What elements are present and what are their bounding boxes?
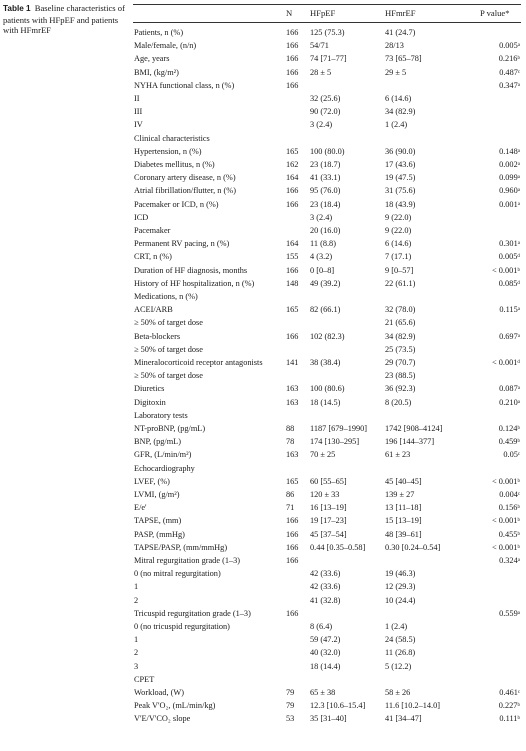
row-n: 166 <box>286 54 299 64</box>
table-row <box>133 595 521 606</box>
row-hfmref: 12 (29.3) <box>385 582 416 592</box>
row-n: 164 <box>286 239 299 249</box>
row-label: IV <box>134 120 143 130</box>
row-label: CRT, n (%) <box>134 252 172 262</box>
row-n: 166 <box>286 608 299 618</box>
row-hfmref: 36 (92.3) <box>385 384 416 394</box>
row-n: 166 <box>286 28 299 37</box>
row-p-value: 0.227ᵇ <box>498 701 520 711</box>
row-hfpef: 20 (16.0) <box>310 226 341 235</box>
row-n: 71 <box>286 503 295 513</box>
row-n: 79 <box>286 701 295 711</box>
row-hfpef: 23 (18.4) <box>310 199 341 209</box>
row-label: Mitral regurgitation grade (1–3) <box>134 556 241 565</box>
row-p-value: 0.461ᶜ <box>499 688 520 697</box>
row-hfmref: 45 [40–45] <box>385 476 422 486</box>
row-n: 162 <box>286 160 299 169</box>
row-n: 166 <box>286 265 299 275</box>
row-hfpef: 90 (72.0) <box>310 107 341 117</box>
row-p-value: 0.002ᵃ <box>499 160 520 169</box>
row-label: Laboratory tests <box>134 410 188 420</box>
row-label: 1 <box>134 582 139 592</box>
row-hfpef: 102 (82.3) <box>310 331 345 341</box>
row-label: NYHA functional class, n (%) <box>134 80 235 90</box>
row-p-value: 0.005ᵃ <box>499 41 520 51</box>
table-row <box>133 476 521 487</box>
row-label: Patients, n (%) <box>134 28 184 37</box>
table-top-rule <box>133 4 521 5</box>
row-n: 165 <box>286 476 299 486</box>
table-row <box>133 661 521 672</box>
row-hfmref: 8 (20.5) <box>385 397 412 407</box>
row-hfmref: 73 [65–78] <box>385 54 422 64</box>
row-hfmref: 61 ± 23 <box>385 450 411 460</box>
table-row <box>133 53 521 64</box>
row-hfpef: 0.44 [0.35–0.58] <box>310 542 366 552</box>
row-hfmref: 6 (14.6) <box>385 239 412 249</box>
row-n: 165 <box>286 146 299 156</box>
row-n: 88 <box>286 424 295 433</box>
row-p-value: 0.301ᵃ <box>499 239 520 249</box>
row-p-value: 0.087ᵃ <box>499 384 520 394</box>
row-n: 166 <box>286 67 299 77</box>
row-label: Coronary artery disease, n (%) <box>134 173 236 183</box>
table-row <box>133 304 521 315</box>
table-row <box>133 410 521 421</box>
row-label: BMI, (kg/m²) <box>134 67 179 77</box>
row-hfmref: 41 (24.7) <box>385 28 416 37</box>
table-row <box>133 581 521 592</box>
row-label: LVEF, (%) <box>134 476 170 486</box>
row-hfpef: 18 (14.5) <box>310 397 341 407</box>
row-hfpef: 11 (8.8) <box>310 239 336 249</box>
row-hfpef: 45 [37–54] <box>310 529 347 539</box>
row-p-value: 0.001ᵃ <box>499 199 520 209</box>
row-n: 163 <box>286 450 299 460</box>
row-hfpef: 3 (2.4) <box>310 120 333 130</box>
row-n: 166 <box>286 556 299 565</box>
row-hfmref: 29 ± 5 <box>385 67 407 77</box>
row-hfpef: 16 [13–19] <box>310 503 347 513</box>
row-n: 163 <box>286 384 299 394</box>
row-hfmref: 31 (75.6) <box>385 186 416 196</box>
row-hfmref: 9 (22.0) <box>385 226 412 235</box>
row-hfpef: 174 [130–295] <box>310 437 360 447</box>
table-row <box>133 529 521 540</box>
row-n: 165 <box>286 305 299 315</box>
row-n: 166 <box>286 186 299 196</box>
row-label: 2 <box>134 648 139 658</box>
column-header-n: N <box>286 8 293 18</box>
row-hfpef: 1187 [679–1990] <box>310 424 368 433</box>
row-n: 86 <box>286 490 295 499</box>
table-row <box>133 106 521 117</box>
row-hfpef: 42 (33.6) <box>310 582 341 592</box>
table-row <box>133 93 521 104</box>
table-row <box>133 700 521 711</box>
row-hfpef: 42 (33.6) <box>310 569 341 579</box>
table-row <box>133 251 521 262</box>
row-hfpef: 23 (18.7) <box>310 160 341 169</box>
row-hfpef: 0 [0–8] <box>310 265 335 275</box>
row-hfpef: 19 [17–23] <box>310 516 347 526</box>
row-hfmref: 24 (58.5) <box>385 635 416 645</box>
row-label: CPET <box>134 674 155 684</box>
table-row <box>133 291 521 302</box>
row-hfpef: 100 (80.6) <box>310 384 345 394</box>
row-p-value: 0.111ᵇ <box>499 714 520 724</box>
column-header-hfmref: HFmrEF <box>385 8 416 18</box>
row-label: NT-proBNP, (pg/mL) <box>134 424 206 433</box>
table-row <box>133 146 521 157</box>
table-row <box>133 674 521 685</box>
row-label: Tricuspid regurgitation grade (1–3) <box>134 608 251 618</box>
row-p-value: 0.459ᵇ <box>498 437 520 447</box>
table-caption <box>3 3 133 36</box>
row-hfmref: 6 (14.6) <box>385 94 412 103</box>
column-header-p-value: P value* <box>480 8 510 18</box>
row-hfpef: 54/71 <box>310 41 329 51</box>
row-label: E/e' <box>134 503 147 513</box>
row-n: 166 <box>286 542 299 552</box>
row-hfmref: 13 [11–18] <box>385 503 422 513</box>
row-hfpef: 18 (14.4) <box>310 661 341 671</box>
table-row <box>133 331 521 342</box>
row-hfmref: 21 (65.6) <box>385 318 416 328</box>
row-label: GFR, (L/min/m²) <box>134 450 192 460</box>
row-hfmref: 17 (43.6) <box>385 160 416 169</box>
row-hfmref: 9 (22.0) <box>385 212 412 222</box>
row-label: 0 (no mitral regurgitation) <box>134 569 221 579</box>
row-label: Male/female, (n/n) <box>134 41 197 51</box>
table-row <box>133 713 521 724</box>
row-p-value: < 0.001ᵈ <box>491 358 520 367</box>
row-hfpef: 38 (38.4) <box>310 358 341 367</box>
row-hfpef: 35 [31–40] <box>310 714 347 724</box>
row-n: 53 <box>286 714 295 724</box>
row-hfpef: 4 (3.2) <box>310 252 333 262</box>
row-label: LVMI, (g/m²) <box>134 490 180 499</box>
table-row <box>133 159 521 170</box>
row-label: ≥ 50% of target dose <box>134 344 203 354</box>
row-hfmref: 36 (90.0) <box>385 146 416 156</box>
row-n: 148 <box>286 278 299 288</box>
row-n: 166 <box>286 516 299 526</box>
row-hfpef: 32 (25.6) <box>310 94 341 103</box>
row-p-value: 0.115ᵃ <box>499 305 520 315</box>
row-hfpef: 100 (80.0) <box>310 146 345 156</box>
table-row <box>133 67 521 78</box>
row-hfmref: 22 (61.1) <box>385 278 416 288</box>
row-label: ≥ 50% of target dose <box>134 318 203 328</box>
row-n: 141 <box>286 358 299 367</box>
row-hfpef: 60 [55–65] <box>310 476 347 486</box>
row-label: TAPSE, (mm) <box>134 516 182 526</box>
row-label: II <box>134 94 140 103</box>
table-row <box>133 344 521 355</box>
row-hfmref: 48 [39–61] <box>385 529 422 539</box>
table-caption-label: Table 1 <box>3 4 31 13</box>
table-row <box>133 608 521 619</box>
table-row <box>133 238 521 249</box>
table-header-rule <box>133 22 521 23</box>
row-label: ICD <box>134 212 149 222</box>
row-label: 3 <box>134 661 139 671</box>
row-hfpef: 125 (75.3) <box>310 28 345 37</box>
row-label: Hypertension, n (%) <box>134 146 202 156</box>
table-row <box>133 687 521 698</box>
row-hfmref: 25 (73.5) <box>385 344 416 354</box>
table-row <box>133 568 521 579</box>
row-p-value: 0.099ᵃ <box>499 173 520 183</box>
row-hfpef: 82 (66.1) <box>310 305 341 315</box>
row-hfmref: 34 (82.9) <box>385 107 416 117</box>
table-row <box>133 40 521 51</box>
row-n: 166 <box>286 331 299 341</box>
row-hfmref: 19 (47.5) <box>385 173 416 183</box>
table-row <box>133 370 521 381</box>
row-p-value: < 0.001ᵇ <box>492 476 520 486</box>
row-label: Medications, n (%) <box>134 292 198 301</box>
row-p-value: 0.324ᵃ <box>499 556 520 565</box>
row-hfpef: 28 ± 5 <box>310 67 332 77</box>
row-hfmref: 139 ± 27 <box>385 490 415 499</box>
table-row <box>133 357 521 368</box>
table-row <box>133 185 521 196</box>
table-row <box>133 383 521 394</box>
row-n: 163 <box>286 397 299 407</box>
table-row <box>133 199 521 210</box>
row-n: 155 <box>286 252 299 262</box>
row-label: Duration of HF diagnosis, months <box>134 265 248 275</box>
row-hfmref: 10 (24.4) <box>385 595 416 605</box>
row-label: Digitoxin <box>134 397 166 407</box>
row-p-value: 0.004ᶜ <box>499 490 520 499</box>
row-hfmref: 1 (2.4) <box>385 120 408 130</box>
row-label: ACEI/ARB <box>134 305 173 315</box>
row-label: History of HF hospitalization, n (%) <box>134 278 255 288</box>
row-p-value: 0.487ᶜ <box>499 67 520 77</box>
table-row <box>133 278 521 289</box>
table-row <box>133 172 521 183</box>
table-row <box>133 449 521 460</box>
row-label: ≥ 50% of target dose <box>134 371 203 381</box>
row-label: Pacemaker or ICD, n (%) <box>134 199 219 209</box>
row-hfpef: 12.3 [10.6–15.4] <box>310 701 366 711</box>
table-row <box>133 555 521 566</box>
row-label: Echocardiography <box>134 463 195 473</box>
row-hfmref: 7 (17.1) <box>385 252 412 262</box>
row-hfmref: 15 [13–19] <box>385 516 422 526</box>
row-label: 2 <box>134 595 139 605</box>
row-p-value: 0.005ᵈ <box>498 252 520 262</box>
row-p-value: 0.216ᵇ <box>498 54 520 64</box>
row-hfmref: 5 (12.2) <box>385 661 412 671</box>
row-p-value: < 0.001ᵇ <box>492 265 520 275</box>
table-caption-text: Baseline characteristics of patients with HFpEF and patients with HFmrEF <box>3 3 125 36</box>
row-p-value: 0.156ᵇ <box>498 503 520 513</box>
row-p-value: 0.347ᵃ <box>499 80 520 90</box>
table-row <box>133 647 521 658</box>
row-hfpef: 59 (47.2) <box>310 635 341 645</box>
table-row <box>133 436 521 447</box>
row-hfmref: 29 (70.7) <box>385 358 416 367</box>
row-hfpef: 120 ± 33 <box>310 490 340 499</box>
row-hfpef: 65 ± 38 <box>310 688 336 697</box>
row-n: 164 <box>286 173 299 183</box>
row-hfpef: 70 ± 25 <box>310 450 336 460</box>
row-hfmref: 11.6 [10.2–14.0] <box>385 701 440 711</box>
table-row <box>133 133 521 144</box>
table-row <box>133 423 521 434</box>
row-label: Mineralocorticoid receptor antagonists <box>134 358 263 367</box>
row-p-value: < 0.001ᵇ <box>492 542 520 552</box>
table-row <box>133 634 521 645</box>
table-row <box>133 515 521 526</box>
row-hfmref: 1 (2.4) <box>385 622 408 631</box>
row-n: 166 <box>286 41 299 51</box>
row-label: Beta-blockers <box>134 331 181 341</box>
column-header-hfpef: HFpEF <box>310 8 336 18</box>
table-row <box>133 317 521 328</box>
row-hfmref: 18 (43.9) <box>385 199 416 209</box>
row-p-value: 0.210ᵃ <box>499 397 520 407</box>
row-hfmref: 1742 [908–4124] <box>385 424 443 433</box>
row-hfmref: 58 ± 26 <box>385 688 411 697</box>
row-label: PASP, (mmHg) <box>134 529 185 539</box>
row-label: TAPSE/PASP, (mm/mmHg) <box>134 542 228 552</box>
row-p-value: 0.455ᵇ <box>498 529 520 539</box>
row-hfmref: 11 (26.8) <box>385 648 416 658</box>
row-label: Pacemaker <box>134 226 171 235</box>
row-hfpef: 8 (6.4) <box>310 622 333 631</box>
row-hfmref: 28/13 <box>385 41 404 51</box>
table-row <box>133 542 521 553</box>
row-label: Atrial fibrillation/flutter, n (%) <box>134 186 236 196</box>
row-hfmref: 34 (82.9) <box>385 331 416 341</box>
table-row <box>133 225 521 236</box>
table-row <box>133 119 521 130</box>
row-n: 79 <box>286 688 295 697</box>
row-n: 166 <box>286 529 299 539</box>
row-n: 78 <box>286 437 295 447</box>
table-row <box>133 212 521 223</box>
row-label: Permanent RV pacing, n (%) <box>134 239 230 249</box>
row-hfmref: 19 (46.3) <box>385 569 416 579</box>
row-label: Workload, (W) <box>134 688 185 697</box>
row-label: Peak V'O₂, (mL/min/kg) <box>134 701 216 711</box>
row-p-value: 0.148ᵃ <box>499 146 520 156</box>
table-row <box>133 621 521 632</box>
row-label: Clinical characteristics <box>134 133 210 143</box>
row-hfmref: 23 (88.5) <box>385 371 416 381</box>
table-row <box>133 397 521 408</box>
table-row <box>133 489 521 500</box>
row-label: Diabetes mellitus, n (%) <box>134 160 215 169</box>
row-p-value: 0.085ᵈ <box>498 278 520 288</box>
table-row <box>133 463 521 474</box>
row-hfpef: 41 (33.1) <box>310 173 341 183</box>
row-label: 1 <box>134 635 139 645</box>
table-row <box>133 80 521 91</box>
row-hfpef: 49 (39.2) <box>310 278 341 288</box>
row-label: V'E/V'CO₂ slope <box>134 714 191 724</box>
row-hfmref: 0.30 [0.24–0.54] <box>385 542 441 552</box>
row-hfpef: 41 (32.8) <box>310 595 341 605</box>
row-p-value: < 0.001ᵇ <box>492 516 520 526</box>
table-row <box>133 265 521 276</box>
row-hfmref: 9 [0–57] <box>385 265 414 275</box>
row-p-value: 0.05ᶜ <box>503 450 520 460</box>
row-p-value: 0.960ᵃ <box>499 186 520 196</box>
row-hfpef: 95 (76.0) <box>310 186 341 196</box>
row-label: BNP, (pg/mL) <box>134 437 182 447</box>
row-hfpef: 74 [71–77] <box>310 54 347 64</box>
row-label: III <box>134 107 143 117</box>
row-n: 166 <box>286 199 299 209</box>
row-p-value: 0.124ᵇ <box>498 424 520 433</box>
row-n: 166 <box>286 80 299 90</box>
row-hfmref: 32 (78.0) <box>385 305 416 315</box>
row-label: 0 (no tricuspid regurgitation) <box>134 622 230 631</box>
row-p-value: 0.697ᵃ <box>499 331 520 341</box>
row-p-value: 0.559ᵃ <box>499 608 520 618</box>
row-hfmref: 196 [144–377] <box>385 437 435 447</box>
row-hfmref: 41 [34–47] <box>385 714 422 724</box>
row-label: Diuretics <box>134 384 165 394</box>
table-row <box>133 502 521 513</box>
table-row <box>133 27 521 38</box>
row-hfpef: 3 (2.4) <box>310 212 333 222</box>
row-label: Age, years <box>134 54 170 64</box>
row-hfpef: 40 (32.0) <box>310 648 341 658</box>
